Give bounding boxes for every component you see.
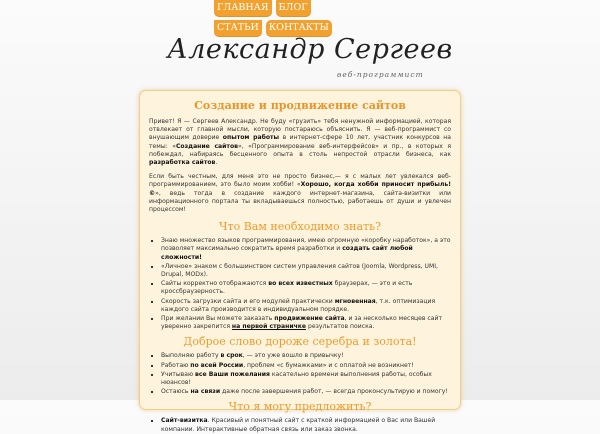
list-item: ▪ Выполняю работу в срок, — это уже вошло в привычку! bbox=[161, 352, 451, 360]
list-item: ▪ Сайт-визитка. Красивый и понятный сайт с краткой информацией о Вас или Вашей компании. Интерактивные обратная связь или заказ звонка. bbox=[161, 417, 451, 433]
page-title: Создание и продвижение сайтов bbox=[194, 99, 406, 112]
nav-item-home[interactable]: ГЛАВНАЯ bbox=[214, 0, 272, 17]
list-item: ▪ Работаю по всей России, проблем «с бумажками» и с оплатой не возникнет! bbox=[161, 362, 451, 370]
nav-item-articles[interactable]: СТАТЬИ bbox=[214, 20, 262, 37]
section-title-need-to-know: Что Вам необходимо знать? bbox=[219, 220, 381, 234]
site-logo[interactable]: Александр Сергеев bbox=[167, 34, 453, 65]
list-item: ▪ Учитываю все Ваши пожелания касательно времени выполнения работы, особых нюансов! bbox=[161, 371, 451, 387]
list-item: ▪ «Личное» знаком с большинством систем управления сайтов (Joomla, Wordpress, UMI, Drupal, MODx). bbox=[161, 263, 451, 279]
intro-paragraph-1: Привет! Я — Сергеев Александр. Не буду «грузить» тебя ненужной информацией, которая отвлекает от главной мысли, которую постараюсь объяснить. Я — веб-программист со внушающим доверие опытом работы в интернет-сфере 10 лет, участник конкурсов на темы: «Создание сайтов», «Программирование веб-интерфейсов» и пр., в которых я побеждал, набираясь бесценного опыта в столь непростой отрасли бизнеса, как разработка сайтов. bbox=[149, 118, 452, 167]
offer-list bbox=[149, 417, 451, 433]
section-title-kind-word: Доброе слово дороже серебра и золота! bbox=[183, 335, 417, 349]
list-item: ▪ При желании Вы можете заказать продвижение сайта, и за несколько месяцев сайт уверенно закрепится на первой страничке результатов поиска. bbox=[161, 315, 451, 331]
list-item: ▪ Знаю множество языков программирования, имею огромную «коробку наработок», а это позволяет максимально сократить время разработки и создать сайт любой сложности! bbox=[161, 237, 451, 262]
section-title-offer: Что я могу предложить? bbox=[228, 400, 372, 414]
nav-item-blog[interactable]: БЛОГ bbox=[276, 0, 311, 17]
need-to-know-list bbox=[149, 237, 451, 331]
intro-paragraph-2: Если быть честным, для меня это не просто бизнес,— я с малых лет увлекался веб-программированием, это было моим хобби! «Хорошо, когда хобби приносит прибыль! ©», ведь тогда в создание каждого интернет-магазина, сайта-визитки или информационного портала ты вкладываешься полностью, работаешь от души и увлечен процессом! bbox=[149, 173, 451, 214]
main-nav bbox=[214, 0, 354, 37]
list-item: ▪ Остаюсь на связи даже после завершения работ, — всегда проконсультирую и помогу! bbox=[161, 388, 451, 396]
list-item: ▪ Скорость загрузки сайта и его модулей практически мгновенная, т.к. оптимизация каждого сайта производится в индивидуальном порядке. bbox=[161, 298, 451, 314]
content-card bbox=[139, 90, 461, 433]
site-logo-subtitle: веб-программист bbox=[337, 70, 424, 79]
list-item: ▪ Сайты корректно отображаются во всех известных браузерах, — это и есть кроссбраузерность. bbox=[161, 280, 451, 296]
kind-word-list bbox=[149, 352, 451, 396]
nav-item-contacts[interactable]: КОНТАКТЫ bbox=[266, 20, 332, 37]
